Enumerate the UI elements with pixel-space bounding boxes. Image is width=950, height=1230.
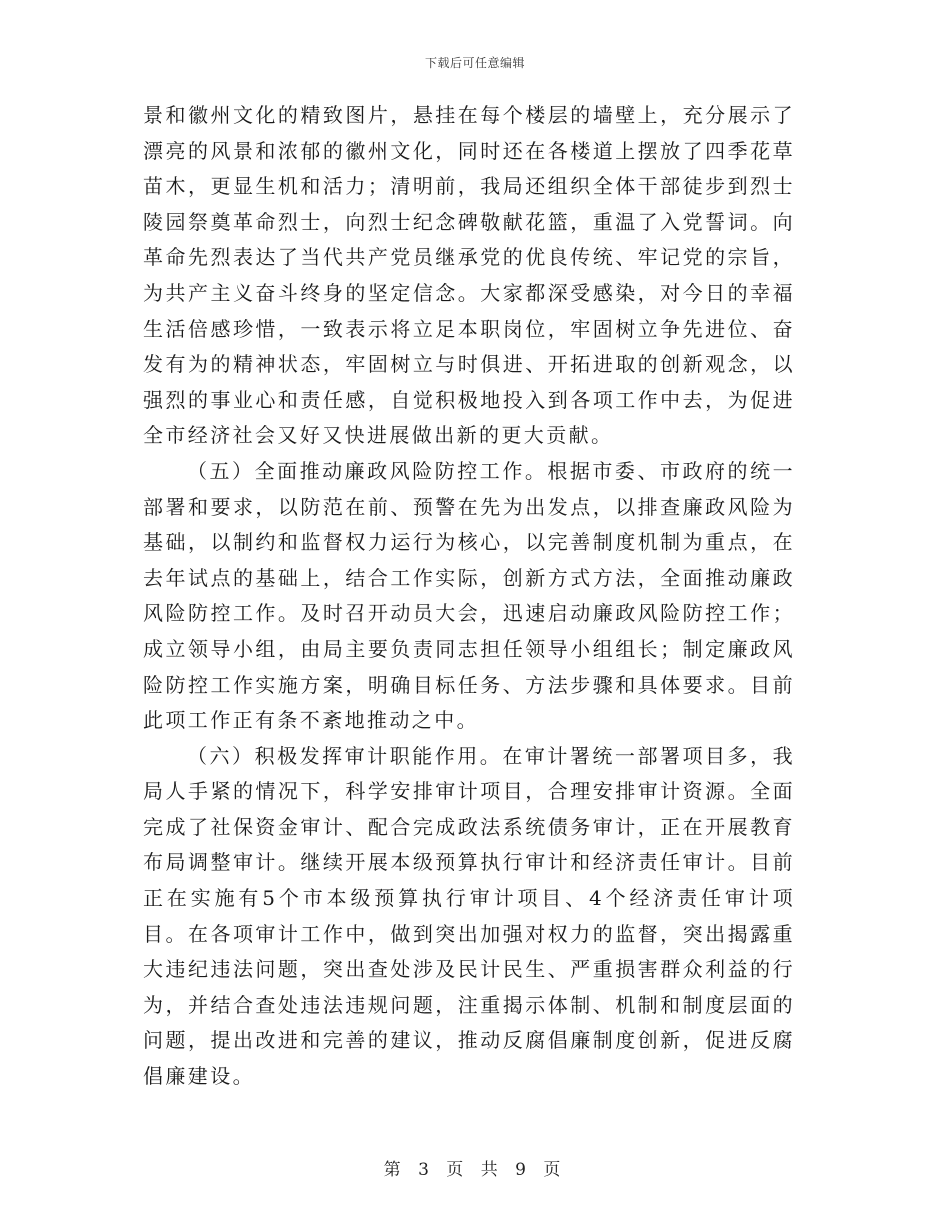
page-header: 下载后可任意编辑	[424, 56, 525, 70]
paragraph-continuation: 景和徽州文化的精致图片，悬挂在每个楼层的墙壁上，充分展示了漂亮的风景和浓郁的徽州文化，同时还在各楼道上摆放了四季花草苗木，更显生机和活力；清明前，我局还组织全体干部徒步到烈士陵园祭奠革命烈士，向烈士纪念碑敬献花篮，重温了入党誓词。向革命先烈表达了当代共产党员继承党的优良传统、牢记党的宗旨，为共产主义奋斗终身的坚定信念。大家都深受感染，对今日的幸福生活倍感珍惜，一致表示将立足本职岗位，牢固树立争先进位、奋发有为的精神状态，牢固树立与时俱进、开拓进取的创新观念，以强烈的事业心和责任感，自觉积极地投入到各项工作中去，为促进全市经济社会又好又快进展做出新的更大贡献。	[143, 103, 795, 448]
page-footer: 第 3 页 共 9 页	[383, 1160, 567, 1180]
document-body	[143, 98, 795, 1095]
paragraph-section-5: （五）全面推动廉政风险防控工作。根据市委、市政府的统一部署和要求，以防范在前、预警在先为出发点，以排查廉政风险为基础，以制约和监督权力运行为核心，以完善制度机制为重点，在去年试点的基础上，结合工作实际，创新方式方法，全面推动廉政风险防控工作。及时召开动员大会，迅速启动廉政风险防控工作；成立领导小组，由局主要负责同志担任领导小组组长；制定廉政风险防控工作实施方案，明确目标任务、方法步骤和具体要求。目前此项工作正有条不紊地推动之中。	[143, 458, 795, 733]
paragraph-section-6: （六）积极发挥审计职能作用。在审计署统一部署项目多，我局人手紧的情况下，科学安排审计项目，合理安排审计资源。全面完成了社保资金审计、配合完成政法系统债务审计，正在开展教育布局调整审计。继续开展本级预算执行审计和经济责任审计。目前正在实施有5个市本级预算执行审计项目、4个经济责任审计项目。在各项审计工作中，做到突出加强对权力的监督，突出揭露重大违纪违法问题，突出查处涉及民计民生、严重损害群众利益的行为，并结合查处违法违规问题，注重揭示体制、机制和制度层面的问题，提出改进和完善的建议，推动反腐倡廉制度创新，促进反腐倡廉建设。	[143, 743, 795, 1089]
